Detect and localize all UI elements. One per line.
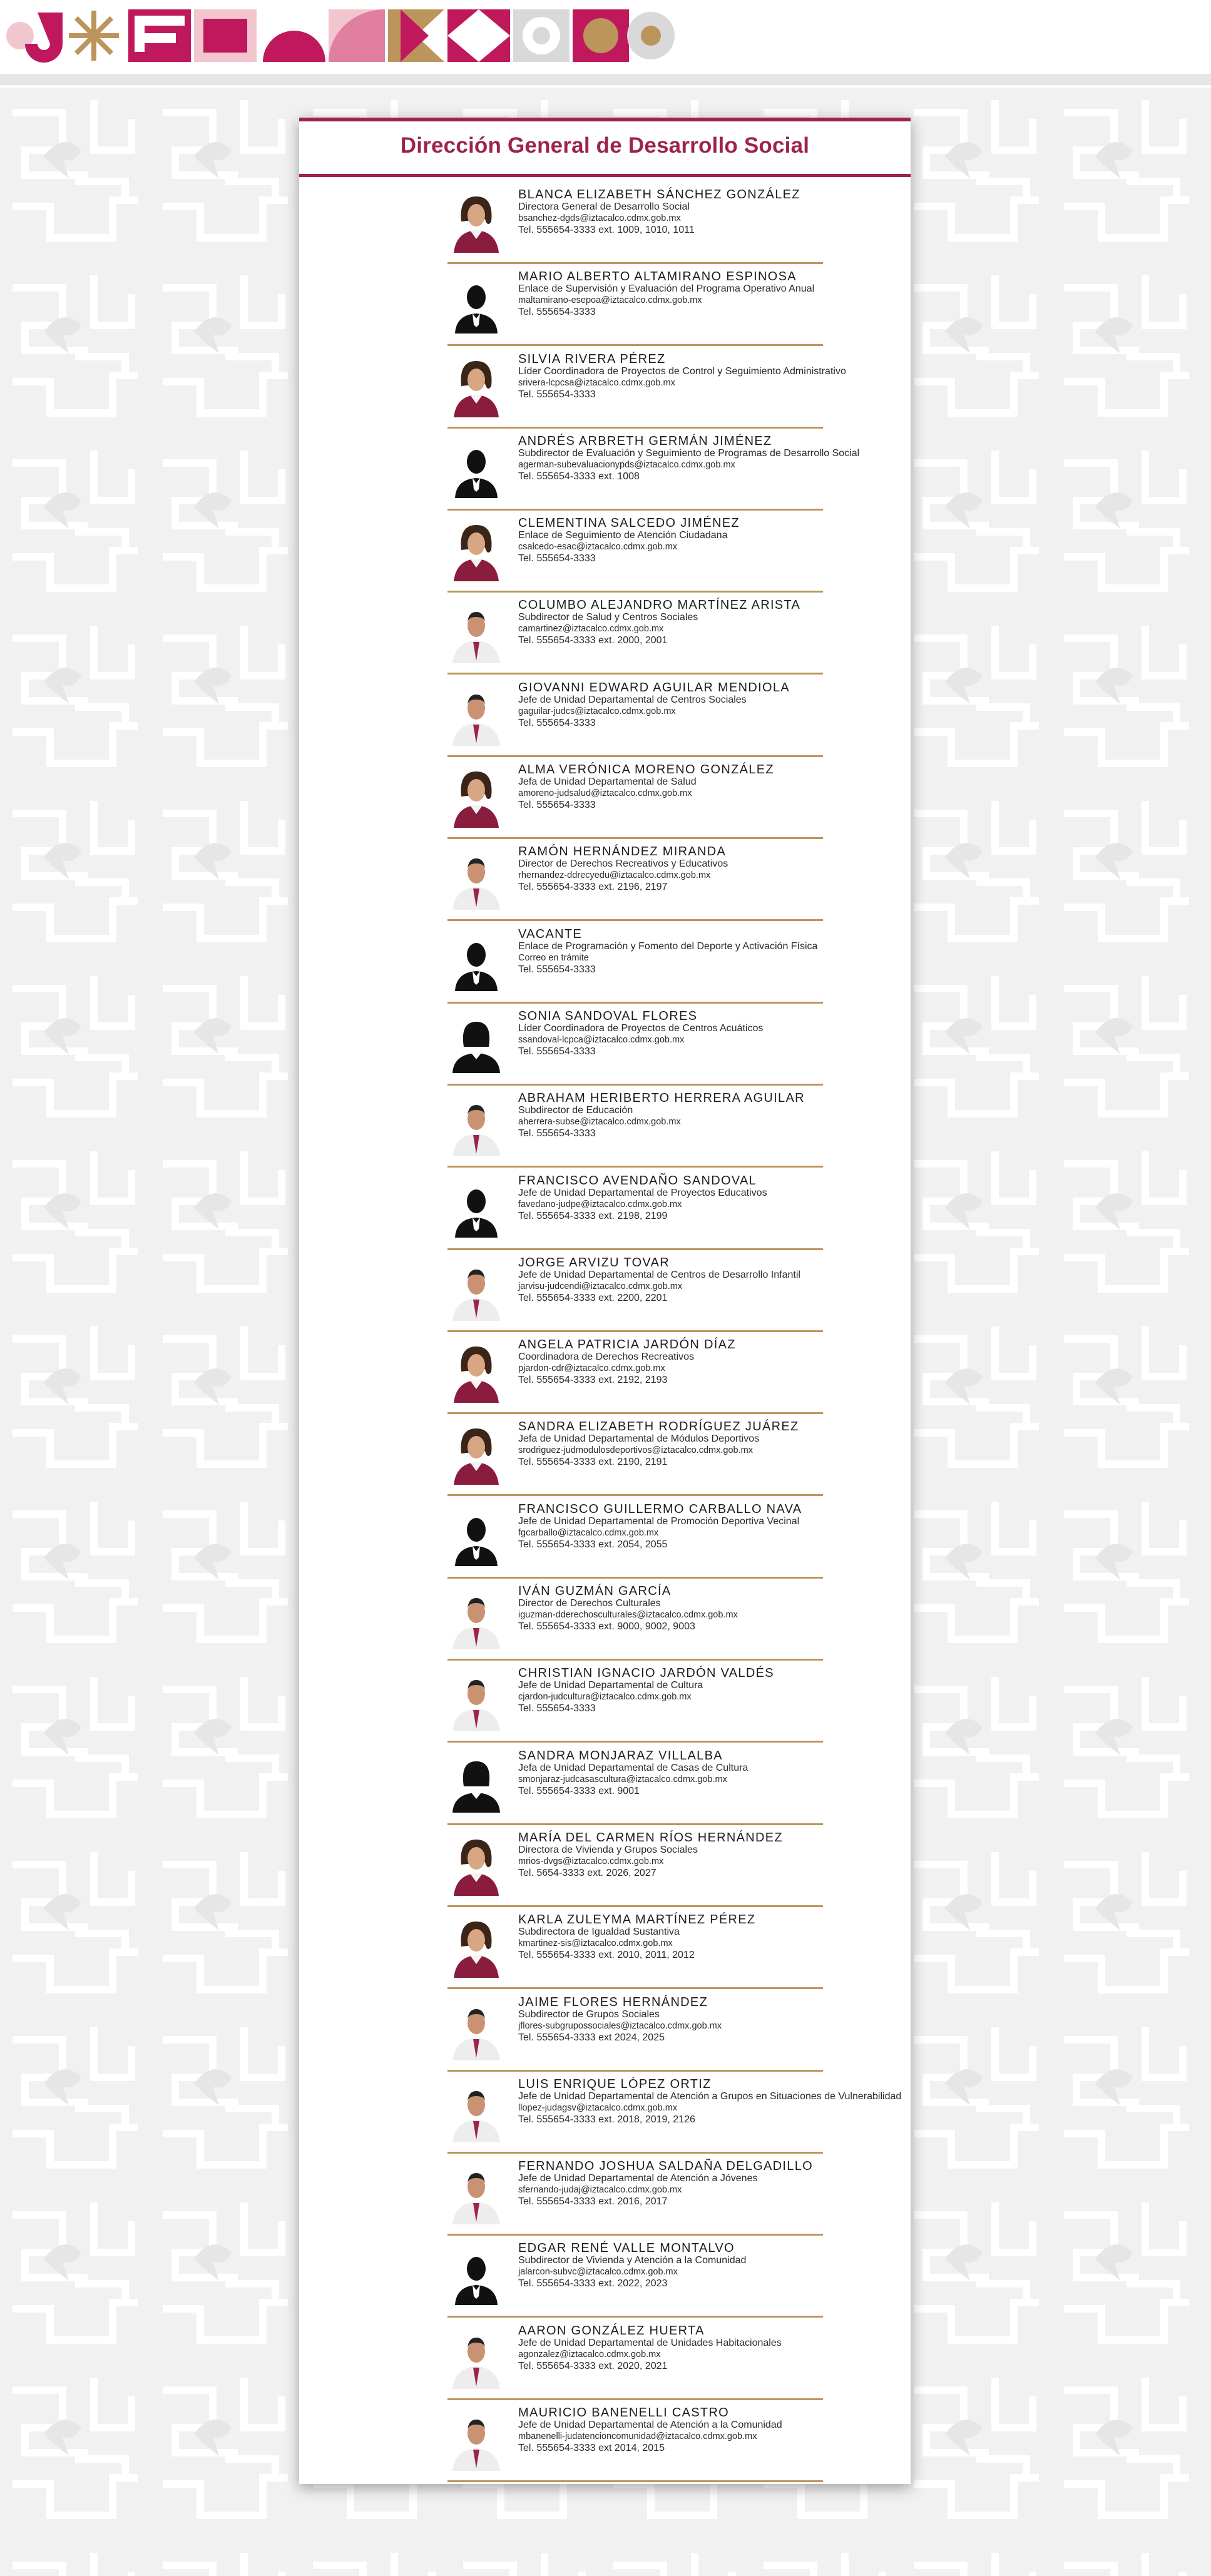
staff-role: Coordinadora de Derechos Recreativos	[518, 1352, 695, 1363]
avatar-silhouette-icon	[447, 2244, 505, 2306]
staff-photo	[447, 2408, 505, 2471]
staff-name: SONIA SANDOVAL FLORES	[518, 1009, 698, 1023]
entry-divider	[447, 2070, 823, 2072]
entry-divider	[447, 2398, 823, 2400]
staff-phone: Tel. 555654-3333 ext 2024, 2025	[518, 2032, 665, 2043]
staff-phone: Tel. 555654-3333	[518, 553, 596, 564]
staff-phone: Tel. 555654-3333 ext. 1008	[518, 471, 640, 482]
staff-phone: Tel. 555654-3333 ext. 2054, 2055	[518, 1539, 668, 1550]
staff-entry	[299, 1661, 911, 1743]
staff-phone: Tel. 555654-3333 ext. 2022, 2023	[518, 2278, 668, 2289]
staff-entry	[299, 2319, 911, 2401]
staff-name: EDGAR RENÉ VALLE MONTALVO	[518, 2241, 735, 2256]
staff-entry	[299, 1415, 911, 1497]
staff-phone: Tel. 555654-3333	[518, 307, 596, 318]
staff-email[interactable]: mbanenelli-judatencioncomunidad@iztacalco.cdmx.gob.mx	[518, 2431, 757, 2442]
entry-divider	[447, 2316, 823, 2318]
staff-role: Líder Coordinadora de Proyectos de Control y Seguimiento Administrativo	[518, 365, 846, 377]
staff-entry	[299, 2401, 911, 2483]
title-bottom-rule	[299, 174, 911, 177]
staff-photo	[447, 847, 505, 910]
staff-name: ANDRÉS ARBRETH GERMÁN JIMÉNEZ	[518, 434, 772, 448]
staff-entry	[299, 840, 911, 922]
staff-details	[518, 1502, 906, 1550]
staff-phone: Tel. 555654-3333	[518, 389, 596, 400]
entry-divider	[447, 755, 823, 757]
staff-name: MARÍA DEL CARMEN RÍOS HERNÁNDEZ	[518, 1830, 783, 1845]
staff-name: ABRAHAM HERIBERTO HERRERA AGUILAR	[518, 1091, 805, 1106]
staff-details	[518, 352, 906, 400]
staff-email[interactable]: favedano-judpe@iztacalco.cdmx.gob.mx	[518, 1199, 682, 1209]
staff-details	[518, 1584, 906, 1632]
staff-role: Subdirector de Educación	[518, 1105, 633, 1116]
staff-details	[518, 763, 906, 811]
avatar-silhouette-icon	[447, 1012, 505, 1074]
staff-email[interactable]: sfernando-judaj@iztacalco.cdmx.gob.mx	[518, 2185, 682, 2196]
staff-photo	[447, 355, 505, 417]
staff-details	[518, 927, 906, 975]
staff-role: Jefe de Unidad Departamental de Centros de Desarrollo Infantil	[518, 1269, 800, 1280]
staff-email[interactable]: srodriguez-judmodulosdeportivos@iztacalco.cdmx.gob.mx	[518, 1445, 753, 1456]
staff-phone: Tel. 555654-3333	[518, 1128, 596, 1139]
staff-email[interactable]: llopez-judagsv@iztacalco.cdmx.gob.mx	[518, 2102, 678, 2113]
staff-phone: Tel. 5654-3333 ext. 2026, 2027	[518, 1867, 657, 1878]
staff-phone: Tel. 555654-3333 ext. 2020, 2021	[518, 2360, 668, 2371]
staff-entry	[299, 676, 911, 758]
staff-name: SILVIA RIVERA PÉREZ	[518, 352, 666, 366]
entry-divider	[447, 1905, 823, 1907]
staff-entry	[299, 1004, 911, 1086]
staff-name: RAMÓN HERNÁNDEZ MIRANDA	[518, 845, 727, 859]
entry-divider	[447, 1412, 823, 1414]
avatar-silhouette-icon	[447, 437, 505, 499]
staff-details	[518, 1174, 906, 1222]
entry-divider	[447, 1823, 823, 1825]
staff-phone: Tel. 555654-3333 ext. 2000, 2001	[518, 635, 668, 646]
staff-entry	[299, 758, 911, 840]
entry-divider	[447, 1659, 823, 1661]
staff-photo	[447, 765, 505, 828]
staff-entry	[299, 1086, 911, 1168]
staff-phone: Tel. 555654-3333 ext. 2016, 2017	[518, 2196, 668, 2207]
page-title: Dirección General de Desarrollo Social	[400, 133, 810, 158]
staff-details	[518, 2324, 906, 2372]
staff-role: Subdirectora de Igualdad Sustantiva	[518, 1927, 680, 1938]
staff-entry	[299, 1908, 911, 1990]
avatar-silhouette-icon	[447, 1176, 505, 1239]
staff-role: Subdirector de Vivienda y Atención a la Comunidad	[518, 2255, 747, 2266]
staff-details	[518, 1091, 906, 1139]
staff-phone: Tel. 555654-3333 ext. 2190, 2191	[518, 1457, 668, 1468]
staff-role: Jefe de Unidad Departamental de Atención a Grupos en Situaciones de Vulnerabilidad	[518, 2090, 902, 2102]
staff-name: JORGE ARVIZU TOVAR	[518, 1255, 670, 1270]
staff-name: FERNANDO JOSHUA SALDAÑA DELGADILLO	[518, 2159, 813, 2174]
staff-photo	[447, 1833, 505, 1896]
staff-email[interactable]: srivera-lcpcsa@iztacalco.cdmx.gob.mx	[518, 377, 675, 388]
staff-entry	[299, 1333, 911, 1415]
staff-details	[518, 188, 906, 236]
staff-phone: Tel. 555654-3333 ext. 2196, 2197	[518, 882, 668, 893]
staff-role: Subdirector de Evaluación y Seguimiento de Programas de Desarrollo Social	[518, 447, 860, 459]
staff-role: Jefa de Unidad Departamental de Módulos Deportivos	[518, 1433, 760, 1445]
staff-email[interactable]: maltamirano-esepoa@iztacalco.cdmx.gob.mx	[518, 295, 702, 306]
staff-email[interactable]: jflores-subgrupossociales@iztacalco.cdmx.gob.mx	[518, 2020, 722, 2031]
staff-entry	[299, 593, 911, 675]
staff-phone: Tel. 555654-3333	[518, 1046, 596, 1057]
staff-entry	[299, 429, 911, 511]
staff-name: KARLA ZULEYMA MARTÍNEZ PÉREZ	[518, 1913, 756, 1927]
entry-divider	[447, 262, 823, 264]
staff-name: VACANTE	[518, 927, 583, 941]
staff-email[interactable]: smonjaraz-judcasascultura@iztacalco.cdmx.gob.mx	[518, 1774, 727, 1784]
staff-role: Jefe de Unidad Departamental de Proyectos Educativos	[518, 1187, 767, 1198]
staff-role: Jefe de Unidad Departamental de Atención a Jóvenes	[518, 2173, 758, 2184]
staff-name: SANDRA ELIZABETH RODRÍGUEZ JUÁREZ	[518, 1420, 799, 1434]
staff-role: Jefe de Unidad Departamental de Centros Sociales	[518, 694, 747, 705]
staff-phone: Tel. 555654-3333 ext. 2192, 2193	[518, 1375, 668, 1386]
title-top-rule	[299, 118, 911, 121]
staff-email[interactable]: mrios-dvgs@iztacalco.cdmx.gob.mx	[518, 1856, 664, 1866]
staff-details	[518, 681, 906, 729]
staff-role: Líder Coordinadora de Proyectos de Centros Acuáticos	[518, 1022, 764, 1034]
staff-name: MAURICIO BANENELLI CASTRO	[518, 2406, 730, 2420]
staff-email[interactable]: Correo en trámite	[518, 952, 589, 963]
staff-photo	[447, 1258, 505, 1321]
staff-role: Jefe de Unidad Departamental de Promoción Deportiva Vecinal	[518, 1515, 800, 1527]
staff-email[interactable]: iguzman-dderechosculturales@iztacalco.cdmx.gob.mx	[518, 1610, 738, 1621]
staff-photo	[447, 190, 505, 253]
staff-photo	[447, 2162, 505, 2224]
avatar-silhouette-icon	[447, 930, 505, 992]
staff-phone: Tel. 555654-3333 ext. 2198, 2199	[518, 1210, 668, 1221]
staff-photo	[447, 1998, 505, 2060]
staff-role: Enlace de Seguimiento de Atención Ciudadana	[518, 530, 728, 541]
staff-details	[518, 434, 906, 482]
entry-divider	[447, 673, 823, 675]
entry-divider	[447, 1741, 823, 1743]
entry-divider	[447, 427, 823, 429]
staff-entry	[299, 1497, 911, 1579]
staff-directory-list	[299, 183, 911, 2483]
staff-role: Jefa de Unidad Departamental de Casas de Cultura	[518, 1762, 749, 1773]
staff-entry	[299, 511, 911, 593]
staff-role: Enlace de Supervisión y Evaluación del Programa Operativo Anual	[518, 283, 815, 295]
entry-divider	[447, 1577, 823, 1579]
entry-divider	[447, 2152, 823, 2154]
decorative-header-banner	[0, 0, 1211, 72]
staff-details	[518, 598, 906, 646]
staff-details	[518, 1749, 906, 1797]
staff-entry	[299, 1251, 911, 1333]
staff-entry	[299, 1169, 911, 1251]
entry-divider	[447, 344, 823, 346]
staff-entry	[299, 1579, 911, 1661]
staff-name: BLANCA ELIZABETH SÁNCHEZ GONZÁLEZ	[518, 188, 800, 201]
staff-role: Enlace de Programación y Fomento del Deporte y Activación Física	[518, 940, 818, 952]
staff-role: Directora General de Desarrollo Social	[518, 201, 690, 212]
entry-divider	[447, 1002, 823, 1004]
staff-photo	[447, 1587, 505, 1649]
staff-email[interactable]: gaguilar-judcs@iztacalco.cdmx.gob.mx	[518, 706, 676, 716]
staff-name: ANGELA PATRICIA JARDÓN DÍAZ	[518, 1338, 736, 1352]
entry-divider	[447, 1166, 823, 1168]
staff-email[interactable]: aherrera-subse@iztacalco.cdmx.gob.mx	[518, 1117, 681, 1128]
staff-photo	[447, 1422, 505, 1485]
staff-entry	[299, 1744, 911, 1826]
entry-divider	[447, 509, 823, 511]
staff-photo	[447, 1340, 505, 1403]
staff-email[interactable]: csalcedo-esac@iztacalco.cdmx.gob.mx	[518, 542, 678, 552]
staff-entry	[299, 922, 911, 1004]
staff-phone: Tel. 555654-3333 ext. 9000, 9002, 9003	[518, 1621, 695, 1632]
staff-role: Jefe de Unidad Departamental de Unidades Habitacionales	[518, 2337, 782, 2348]
staff-role: Director de Derechos Culturales	[518, 1598, 661, 1609]
staff-photo	[447, 1669, 505, 1731]
staff-name: CHRISTIAN IGNACIO JARDÓN VALDÉS	[518, 1666, 774, 1681]
staff-details	[518, 270, 906, 318]
staff-email[interactable]: fgcarballo@iztacalco.cdmx.gob.mx	[518, 1527, 659, 1538]
staff-entry	[299, 265, 911, 347]
staff-details	[518, 845, 906, 893]
staff-photo	[447, 1094, 505, 1156]
staff-entry	[299, 347, 911, 429]
staff-name: LUIS ENRIQUE LÓPEZ ORTIZ	[518, 2077, 712, 2091]
entry-divider	[447, 591, 823, 593]
staff-role: Jefe de Unidad Departamental de Atención a la Comunidad	[518, 2420, 782, 2431]
staff-photo	[447, 2080, 505, 2142]
staff-details	[518, 1420, 906, 1468]
staff-phone: Tel. 555654-3333	[518, 1703, 596, 1714]
staff-photo	[447, 2326, 505, 2389]
staff-email[interactable]: kmartinez-sis@iztacalco.cdmx.gob.mx	[518, 1938, 673, 1949]
entry-divider	[447, 1494, 823, 1496]
staff-details	[518, 1338, 906, 1386]
staff-name: GIOVANNI EDWARD AGUILAR MENDIOLA	[518, 680, 790, 695]
staff-name: FRANCISCO GUILLERMO CARBALLO NAVA	[518, 1502, 802, 1516]
staff-email[interactable]: jarvisu-judcendi@iztacalco.cdmx.gob.mx	[518, 1281, 683, 1291]
staff-name: FRANCISCO AVENDAÑO SANDOVAL	[518, 1173, 757, 1188]
staff-name: ALMA VERÓNICA MORENO GONZÁLEZ	[518, 763, 774, 777]
staff-role: Subdirector de Salud y Centros Sociales	[518, 612, 698, 623]
staff-details	[518, 2241, 906, 2289]
staff-email[interactable]: cjardon-judcultura@iztacalco.cdmx.gob.mx	[518, 1692, 692, 1703]
staff-role: Jefa de Unidad Departamental de Salud	[518, 776, 697, 788]
entry-divider	[447, 1330, 823, 1332]
staff-email[interactable]: rhernandez-ddrecyedu@iztacalco.cdmx.gob.mx	[518, 870, 711, 881]
entry-divider	[447, 1987, 823, 1989]
staff-email[interactable]: agonzalez@iztacalco.cdmx.gob.mx	[518, 2349, 661, 2360]
staff-role: Directora de Vivienda y Grupos Sociales	[518, 1844, 698, 1855]
staff-role: Jefe de Unidad Departamental de Cultura	[518, 1680, 703, 1691]
staff-details	[518, 516, 906, 564]
staff-entry	[299, 1826, 911, 1908]
staff-details	[518, 1256, 906, 1304]
staff-phone: Tel. 555654-3333 ext 2014, 2015	[518, 2443, 665, 2454]
staff-details	[518, 2159, 906, 2207]
staff-entry	[299, 1990, 911, 2072]
staff-role: Director de Derechos Recreativos y Educativos	[518, 858, 728, 870]
entry-divider	[447, 919, 823, 921]
staff-email[interactable]: bsanchez-dgds@iztacalco.cdmx.gob.mx	[518, 213, 681, 223]
staff-entry	[299, 2236, 911, 2318]
staff-phone: Tel. 555654-3333 ext. 2018, 2019, 2126	[518, 2114, 695, 2125]
entry-divider	[447, 2234, 823, 2236]
staff-photo	[447, 1915, 505, 1978]
staff-details	[518, 1666, 906, 1714]
staff-email[interactable]: camartinez@iztacalco.cdmx.gob.mx	[518, 624, 664, 634]
staff-entry	[299, 183, 911, 265]
staff-phone: Tel. 555654-3333	[518, 964, 596, 975]
avatar-silhouette-icon	[447, 1751, 505, 1814]
staff-email[interactable]: amoreno-judsalud@iztacalco.cdmx.gob.mx	[518, 788, 692, 799]
staff-name: MARIO ALBERTO ALTAMIRANO ESPINOSA	[518, 270, 797, 284]
entry-divider	[447, 2480, 823, 2482]
directory-card	[299, 118, 911, 2484]
staff-name: SANDRA MONJARAZ VILLALBA	[518, 1748, 723, 1763]
staff-name: JAIME FLORES HERNÁNDEZ	[518, 1995, 708, 2009]
entry-divider	[447, 1084, 823, 1086]
staff-photo	[447, 519, 505, 581]
entry-divider	[447, 1248, 823, 1250]
staff-name: IVÁN GUZMÁN GARCÍA	[518, 1584, 672, 1599]
staff-phone: Tel. 555654-3333 ext. 2010, 2011, 2012	[518, 1950, 695, 1961]
header-divider-bar	[0, 74, 1211, 85]
entry-divider	[447, 837, 823, 839]
staff-email[interactable]: ssandoval-lcpca@iztacalco.cdmx.gob.mx	[518, 1034, 685, 1045]
staff-phone: Tel. 555654-3333 ext. 1009, 1010, 1011	[518, 225, 695, 235]
staff-details	[518, 1831, 906, 1879]
staff-email[interactable]: jalarcon-subvc@iztacalco.cdmx.gob.mx	[518, 2267, 678, 2278]
staff-name: COLUMBO ALEJANDRO MARTÍNEZ ARISTA	[518, 598, 801, 613]
avatar-silhouette-icon	[447, 272, 505, 335]
geometric-pattern-logo	[0, 0, 1211, 72]
staff-details	[518, 1995, 906, 2044]
staff-role: Subdirector de Grupos Sociales	[518, 2008, 660, 2020]
staff-phone: Tel. 555654-3333 ext. 9001	[518, 1785, 640, 1796]
staff-details	[518, 2077, 906, 2125]
staff-phone: Tel. 555654-3333	[518, 800, 596, 811]
staff-name: CLEMENTINA SALCEDO JIMÉNEZ	[518, 516, 740, 531]
staff-details	[518, 1913, 906, 1961]
staff-entry	[299, 2154, 911, 2236]
staff-name: AARON GONZÁLEZ HUERTA	[518, 2323, 705, 2338]
staff-details	[518, 1009, 906, 1057]
staff-phone: Tel. 555654-3333	[518, 717, 596, 728]
avatar-silhouette-icon	[447, 1505, 505, 1567]
staff-photo	[447, 601, 505, 663]
staff-phone: Tel. 555654-3333 ext. 2200, 2201	[518, 1292, 668, 1303]
staff-photo	[447, 683, 505, 746]
staff-entry	[299, 2072, 911, 2154]
staff-email[interactable]: agerman-subevaluacionypds@iztacalco.cdmx.gob.mx	[518, 459, 735, 470]
staff-email[interactable]: pjardon-cdr@iztacalco.cdmx.gob.mx	[518, 1363, 665, 1374]
staff-details	[518, 2406, 906, 2454]
